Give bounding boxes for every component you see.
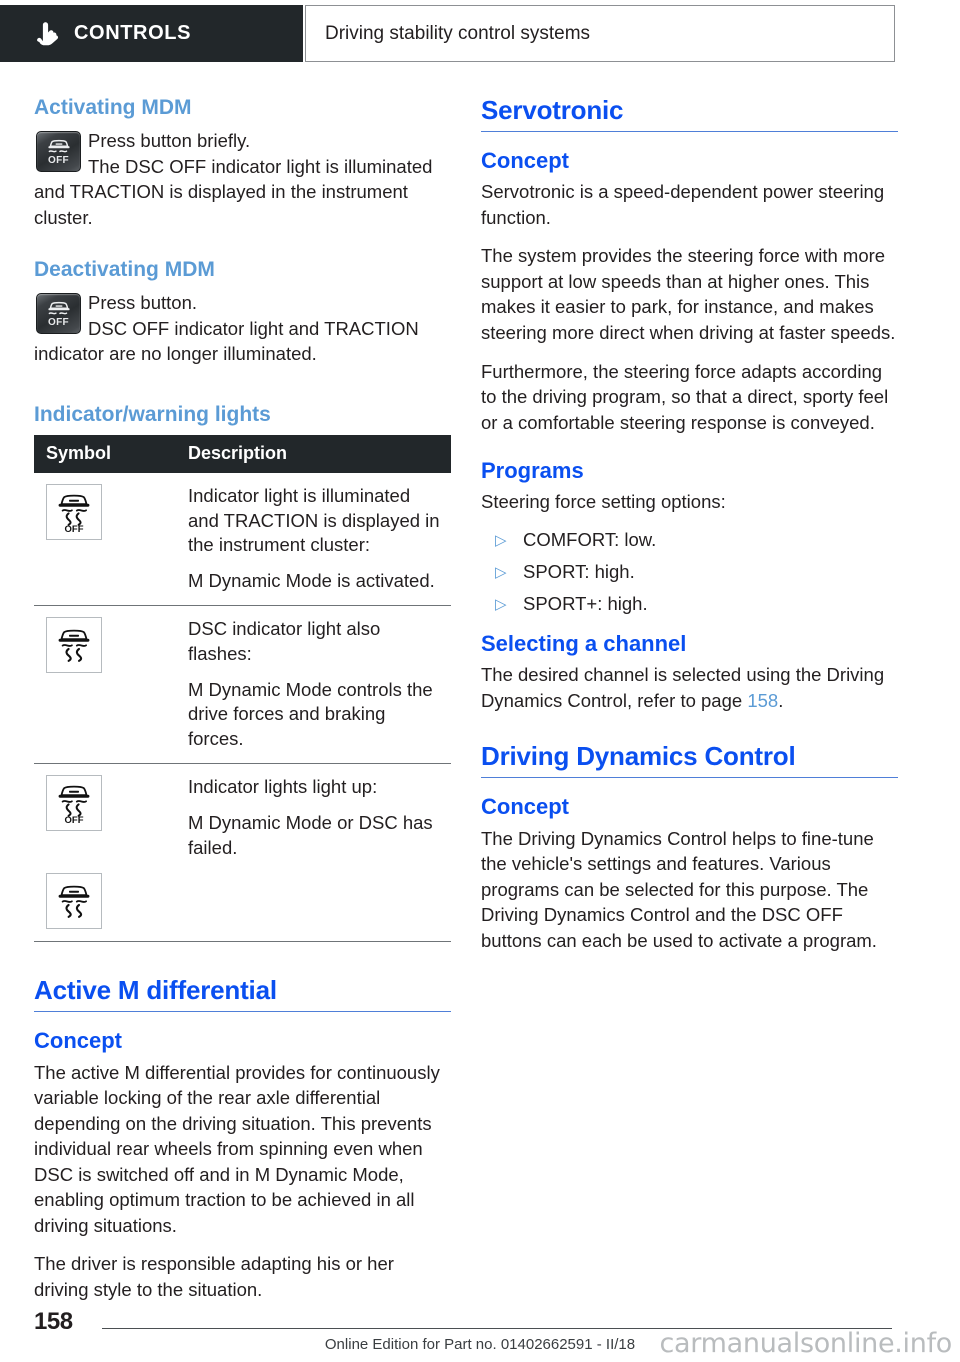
activating-line-4: cluster. xyxy=(34,206,93,228)
table-row xyxy=(34,606,451,764)
deactivating-mdm-text xyxy=(34,290,451,367)
deactivating-mdm-instruction xyxy=(34,290,451,367)
heading-servotronic: Servotronic xyxy=(481,95,624,125)
selecting-channel-text xyxy=(481,662,898,713)
table-row xyxy=(34,862,451,942)
left-column xyxy=(34,96,451,1302)
page-number: 158 xyxy=(34,1308,73,1335)
symbol-cell xyxy=(34,764,178,862)
deactivating-line-1: Press button. xyxy=(88,292,198,314)
heading-concept-active-m: Concept xyxy=(34,1028,122,1054)
description-text: Indicator lights light up: xyxy=(188,776,378,798)
list-item-label: COMFORT: low. xyxy=(523,528,657,550)
dsc-off-button-icon-2 xyxy=(36,293,81,334)
page-footer xyxy=(0,1300,960,1362)
selecting-text-before: The desired channel is selected using the Driving Dynamics Control, refer to page xyxy=(481,664,885,711)
section-rule xyxy=(34,1011,451,1012)
header-tab-controls[interactable] xyxy=(0,5,303,62)
page-reference-link[interactable]: 158 xyxy=(747,689,779,711)
heading-activating-mdm: Activating MDM xyxy=(34,96,192,119)
deactivating-line-3: indicator are no longer illuminated. xyxy=(34,343,317,365)
table-header-row xyxy=(34,435,451,473)
list-item xyxy=(481,560,898,585)
table-row xyxy=(34,473,451,606)
paragraph: The system provides the steering force with more support at low speeds than at higher ones. This makes it easier to park, for instance, and makes steering more direct when driving at faster speeds. xyxy=(481,245,896,343)
list-item xyxy=(481,528,898,553)
dsc-off-car-skid-icon xyxy=(46,484,102,540)
activating-line-1: Press button briefly. xyxy=(88,130,251,152)
heading-programs: Programs xyxy=(481,458,584,484)
triangle-bullet-icon: ▷ xyxy=(495,563,507,581)
heading-selecting-a-channel: Selecting a channel xyxy=(481,630,687,656)
paragraph: Furthermore, the steering force adapts according to the driving program, so that a direct, sporty feel or a comfortable steering response is conveyed. xyxy=(481,360,889,433)
list-item-label: SPORT+: high. xyxy=(523,592,648,614)
heading-deactivating-mdm: Deactivating MDM xyxy=(34,258,215,282)
table-row xyxy=(34,764,451,862)
page-header xyxy=(0,0,960,68)
list-item xyxy=(481,592,898,617)
paragraph: The active M differential provides for continuously variable locking of the rear axle differential depending on the driving situation. This prevents individual rear wheels from spinning even when DSC is switched off and in M Dynamic Mode, enabling optimum traction to be achieved in all driving situations. xyxy=(34,1061,440,1236)
programs-list xyxy=(481,528,898,617)
dsc-off-button-icon xyxy=(36,131,81,172)
deactivating-line-2: DSC OFF indicator light and TRACTION xyxy=(88,317,419,339)
activating-mdm-text xyxy=(34,128,451,230)
indicator-lights-table xyxy=(34,435,451,942)
description-cell-empty xyxy=(178,862,451,942)
description-cell xyxy=(178,606,451,764)
right-column xyxy=(481,96,898,953)
symbol-cell xyxy=(34,606,178,764)
triangle-bullet-icon: ▷ xyxy=(495,531,507,549)
description-text: M Dynamic Mode or DSC has failed. xyxy=(188,811,433,858)
description-text: DSC indicator light also flashes: xyxy=(188,618,381,664)
table-head xyxy=(34,435,451,473)
dsc-off-button-label: OFF xyxy=(48,154,69,166)
header-topic-label: Driving stability control systems xyxy=(325,22,591,44)
symbol-cell xyxy=(34,862,178,942)
heading-concept-ddc: Concept xyxy=(481,794,569,820)
programs-intro: Steering force setting options: xyxy=(481,491,726,513)
paragraph: The Driving Dynamics Control helps to fine-tune the vehicle's settings and features. Various programs can be selected for this purpose. The Driving Dynamics Control and the DSC OFF buttons can each be used to activate a program. xyxy=(481,827,877,951)
dsc-car-skid-icon xyxy=(46,617,102,673)
header-topic xyxy=(305,5,895,62)
table-body xyxy=(34,473,451,942)
svg-text:OFF: OFF xyxy=(64,815,84,825)
description-text: Indicator light is illuminated and TRACTION is displayed in the instrument cluster: xyxy=(188,485,440,556)
activating-line-3: and TRACTION is displayed in the instrument xyxy=(34,181,408,203)
dsc-off-car-skid-icon xyxy=(46,775,102,831)
watermark: carmanualsonline.info xyxy=(659,1328,952,1359)
symbol-cell xyxy=(34,473,178,606)
footer-note: Online Edition for Part no. 01402662591 - II/18 xyxy=(324,1336,636,1353)
heading-active-m-differential: Active M differential xyxy=(34,975,277,1006)
description-text: M Dynamic Mode is activated. xyxy=(188,569,435,591)
dsc-car-skid-icon xyxy=(46,873,102,929)
description-text: M Dynamic Mode controls the drive forces and braking forces. xyxy=(188,678,433,749)
heading-driving-dynamics-control: Driving Dynamics Control xyxy=(481,741,796,772)
activating-line-2: The DSC OFF indicator light is illuminated xyxy=(88,155,433,177)
selecting-text-after: . xyxy=(778,689,784,711)
description-cell xyxy=(178,473,451,606)
paragraph: The driver is responsible adapting his or her driving style to the situation. xyxy=(34,1253,394,1300)
description-cell xyxy=(178,764,451,862)
list-item-label: SPORT: high. xyxy=(523,560,635,582)
header-tab-label: CONTROLS xyxy=(74,22,192,44)
dsc-off-button-label-2: OFF xyxy=(48,316,69,328)
triangle-bullet-icon: ▷ xyxy=(495,595,507,613)
svg-text:OFF: OFF xyxy=(64,524,84,534)
heading-concept-servotronic: Concept xyxy=(481,148,569,174)
col-header-description: Description xyxy=(178,435,451,473)
section-rule xyxy=(481,777,898,778)
heading-indicator-warning-lights: Indicator/warning lights xyxy=(34,402,271,426)
pointing-hand-icon xyxy=(36,21,60,47)
section-rule xyxy=(481,131,898,132)
paragraph: Servotronic is a speed-dependent power steering function. xyxy=(481,181,885,228)
col-header-symbol: Symbol xyxy=(34,435,178,473)
activating-mdm-instruction xyxy=(34,128,451,230)
